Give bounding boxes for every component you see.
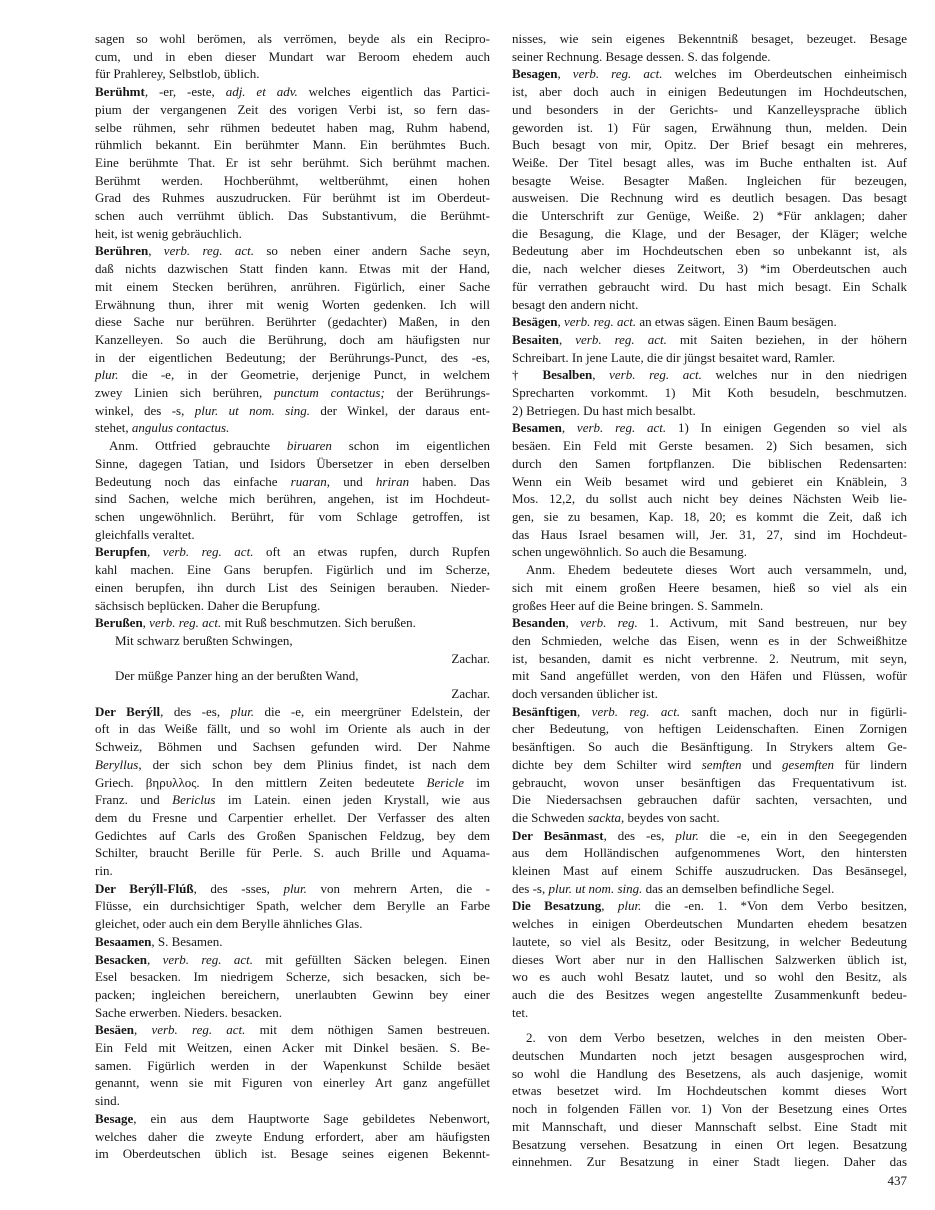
verse-1 [95, 632, 490, 650]
headword: Besänftigen [512, 703, 577, 719]
text-line: Sache erwerben. Nieders. besacken. [95, 1004, 282, 1020]
text-line: Gedichtes auf Carls des Großen Spanischen Feldzug, bey dem [95, 827, 490, 843]
italic-term: verb. reg. act. [151, 1022, 246, 1038]
text-line: gen, sie zu besamen, Kap. 18, 20; es kommt die Zeit, daß ich [512, 508, 907, 524]
text-line: besänftigen. So auch die Besänftigung. In Strykers altem Ge- [512, 739, 907, 755]
text-line: großes Heer auf die Beine bringen. S. Sammeln. [512, 597, 764, 613]
italic-term: biruaren [286, 438, 332, 454]
italic-term: verb. reg. act. [149, 615, 222, 631]
text-line: den Schmieden, welche das Eisen, wenn es in der Schweißhitze [512, 632, 907, 648]
headword: Besanden [512, 615, 566, 631]
text-line: noch in folgenden Fällen vor. 1) Von der Besetzung eines Ortes [512, 1101, 907, 1117]
italic-term: verb. reg. act. [572, 66, 663, 82]
text-line: die, nach welcher dieses Zeitwort, 3) *im Oberdeutschen auch [512, 261, 907, 277]
text-line: Besägen, verb. reg. act. an etwas sägen. Einen Baum besägen. [512, 314, 837, 330]
text-line: Berupfen, verb. reg. act. oft an etwas rupfen, durch Rupfen [95, 544, 491, 560]
text-line: Besanden, verb. reg. 1. Activum, mit Sand bestreuen, nur bey [512, 615, 908, 631]
text-line: cher Bedeutung, von heftigen Leidenschaften. Einen Zornigen [512, 721, 907, 737]
italic-term: plur. [283, 880, 307, 896]
text-line: für verrathen gebraucht wird. Du hast mich besagt. Ein Schalk [512, 278, 907, 294]
italic-term: Bericle [426, 774, 465, 790]
text-line: doch versanden üblicher ist. [512, 686, 658, 702]
italic-term: verb. reg. act. [564, 314, 637, 330]
italic-term: Bericlus [172, 792, 216, 808]
italic-term: adj. et adv. [225, 84, 298, 100]
text-line: ist, besanden, damit es nicht verbrenne. 2. Neutrum, mit seyn, [512, 650, 907, 666]
text-line: Esel besacken. Im niedrigem Scherze, sich besacken, sich be- [95, 969, 490, 985]
text-line: Besänftigen, verb. reg. act. sanft machen, doch nur in figürli- [512, 703, 908, 719]
text-line: schen auch verrühmt üblich. Das Substantivum, die Berühmt- [95, 208, 490, 224]
anm-beruehren [95, 437, 490, 543]
text-line: Buch besagt von mir, Opitz. Der Brief besagt ein mehreres, [512, 137, 907, 153]
headword: Besaamen [95, 933, 152, 949]
text-line: Die Besatzung, plur. die -en. 1. *Von dem Verbo besitzen, [512, 898, 908, 914]
text-line: ist, aber doch auch in einigen Bedeutungen im Hochdeutschen, [512, 84, 907, 100]
text-line: Die Niedersachsen gebrauchen dafür sachten, versachten, und [512, 792, 907, 808]
text-line: Der Berýll, des -es, plur. die -e, ein meergrüner Edelstein, der [95, 703, 490, 719]
headword: Der Besānmast [512, 827, 604, 843]
text-line: so wohl die Handlung des Besetzens, als auch dasjenige, womit [512, 1065, 907, 1081]
italic-term: Beryllus, [95, 756, 142, 772]
entry-beruehmt [95, 83, 490, 242]
entry-beruehren [95, 242, 490, 437]
anm-besamen [512, 561, 907, 614]
italic-term: ruaran, [290, 473, 331, 489]
text-line: sächsisch beplücken. Daher die Berupfung. [95, 597, 321, 613]
cont-beroemen [95, 30, 490, 83]
text-line: packen; ingleichen bereichern, unerlaubten Gewinn bey einer [95, 986, 490, 1002]
text-line: rin. [95, 863, 113, 879]
text-line: genannt, wenn sie mit Figuren von einerley Art ganz angefüllet [95, 1075, 490, 1091]
text-line: Eine berühmte That. Er ist sehr berühmt. Sich berühmt machen. [95, 154, 490, 170]
text-line: Berühren, verb. reg. act. so neben einer andern Sache seyn, [95, 243, 491, 259]
text-line: Schilter, braucht Berille für Perle. S. auch Brille und Aquama- [95, 845, 490, 861]
italic-term: verb. reg. act. [609, 367, 702, 383]
text-line: Der Besānmast, des -es, plur. die -e, ein in den Seegegenden [512, 827, 907, 843]
entry-beryll [95, 703, 490, 880]
attribution-2 [95, 685, 490, 703]
text-line: Kanzelleyen. So auch die Berührung, doch am häufigsten nur [95, 331, 490, 347]
text-line: gleichet, oder auch ein dem Berylle ähnliches Glas. [95, 916, 363, 932]
text-line: winkel, des -s, plur. ut nom. sing. der Winkel, der daraus ent- [95, 402, 490, 418]
headword: Berußen [95, 615, 143, 631]
text-line: Sprecharten vorkommt. 1) Mit Koth besudeln, beschmutzen. [512, 385, 907, 401]
entry-besaenftigen [512, 703, 907, 827]
text-line: Mit schwarz berußten Schwingen, [115, 632, 293, 648]
text-line: kahl machen. Eine Gans berupfen. Figürlich und im Scherze, [95, 562, 490, 578]
italic-term: plur. [95, 367, 119, 383]
text-line: sind Sachen, welche mich berühren, angehen, ist im Hochdeut- [95, 491, 490, 507]
page-number: 437 [887, 1173, 907, 1188]
entry-beryll-fluss [95, 880, 490, 933]
entry-besagen [512, 65, 907, 313]
text-line: Mos. 12,2, du sollst auch nicht bey deines Nächsten Weib lie- [512, 491, 907, 507]
text-line: † Besalben, verb. reg. act. welches nur in den niedrigen [512, 367, 908, 383]
italic-term: verb. reg. act. [162, 544, 254, 560]
text-line: dem du Fresne und Carpentier erhellet. Der Verfasser des alten [95, 809, 490, 825]
para-besatzung-2 [512, 1029, 907, 1171]
text-line: Besacken, verb. reg. act. mit gefüllten Säcken belegen. Einen [95, 951, 491, 967]
headword: Besaiten [512, 331, 559, 347]
text-line: Erwähnung thun, ihrer mit wenig Worten gedenken. Ich will [95, 296, 490, 312]
text-line: 2. von dem Verbo besetzen, welches in den meisten Ober- [526, 1030, 907, 1046]
headword: Besagen [512, 66, 558, 82]
text-line: Besatzung versehen. Besatzung in einen Ort legen. Besatzung [512, 1136, 907, 1152]
text-line: samen. Figürlich werden in der Wapenkunst Schilde besäet [95, 1057, 490, 1073]
text-line: Ein Feld mit Weitzen, einen Acker mit Dinkel besäen. S. Be- [95, 1040, 490, 1056]
entry-besaamen [95, 933, 490, 951]
text-line: des -s, plur. ut nom. sing. das an demselben befindliche Segel. [512, 880, 835, 896]
text-line: lautete, so viel als Besitz, oder Besitzung, in welcher Bedeutung [512, 933, 907, 949]
text-line: seiner Rechnung. Besage dessen. S. das folgende. [512, 48, 771, 64]
text-line: die Besagung, die Klage, und der Besager, der Kläger; welche [512, 225, 907, 241]
italic-term: verb. reg. act. [163, 243, 255, 259]
headword: Besage [95, 1110, 134, 1126]
text-line: besagt den andern nicht. [512, 296, 639, 312]
headword: Die Besatzung [512, 898, 602, 914]
text-line: durch den Samen fortpflanzen. Die biblischen Redensarten: [512, 455, 907, 471]
text-line: im Oberdeutschen üblich ist. Besage seines eigenen Bekennt- [95, 1146, 490, 1162]
text-line: Anm. Ottfried gebrauchte biruaren schon im eigentlichen [109, 438, 490, 454]
text-line: mit einem Stecken berühren, anrühren. Figürlich, einer Sache [95, 278, 490, 294]
italic-term: plur. [230, 703, 255, 719]
text-line: zwey Linien sich berühren, punctum contactus; der Berührungs- [95, 385, 491, 401]
text-line: Berußen, verb. reg. act. mit Ruß beschmutzen. Sich berußen. [95, 615, 416, 631]
italic-term: sackta, [587, 809, 625, 825]
text-line: sagen so wohl berömen, als verrömen, beyde als ein Recipro- [95, 31, 490, 46]
text-line: Weiße. Der Titel besagt alles, was im Buche enthalten ist. Auf [512, 154, 907, 170]
text-line: mit Mannschaft, und dieser Mannschaft selbst. Eine Stadt mit [512, 1118, 907, 1134]
entry-besage [95, 1110, 490, 1163]
text-line: Bedeutung noch das einfache ruaran, und hriran haben. Das [95, 473, 490, 489]
text-line: stehet, angulus contactus. [95, 420, 230, 436]
text-line: Wenn ein Weib besamet wird und gebieret ein Knäblein, 3 [512, 473, 907, 489]
text-line: nisses, wie sein eigenes Bekenntniß besaget, bezeuget. Besage [512, 31, 907, 46]
text-line: oft in das Weiße fällt, und so wohl im Oriente als auch in der [95, 721, 490, 737]
text-line: Zachar. [451, 650, 490, 666]
text-line: schen ungewöhnlich. Berührt, für vom Schlage getroffen, ist [95, 508, 490, 524]
text-line: sind. [95, 1093, 120, 1109]
text-line: kleinen Mast auf einem Schiffe auszudrucken. Das Besānsegel, [512, 863, 907, 879]
text-line: mit Sand angefüllet werden, von den Häfen und Flüssen, wofür [512, 668, 907, 684]
italic-term: verb. reg. act. [576, 420, 667, 436]
text-line: Berühmt werden. Hochberühmt, weltberühmt, einen hohen [95, 172, 490, 188]
text-line: Besäen, verb. reg. act. mit dem nöthigen Samen bestreuen. [95, 1022, 491, 1038]
entry-besalben [512, 366, 907, 419]
text-line: einen berupfen, ihn durch List des Seinigen berauben. Nieder- [95, 579, 490, 595]
headword: Besägen [512, 314, 558, 330]
italic-term: plur. [675, 827, 699, 843]
text-line: 2) Betriegen. Du hast mich besalbt. [512, 402, 696, 418]
text-line: Schweiz, Böhmen und Sachsen gefunden wird. Der Nahme [95, 739, 490, 755]
headword: Besamen [512, 420, 562, 436]
text-line: gebraucht, wovon unser besänftigen das Frequentativum ist. [512, 774, 907, 790]
italic-term: verb. reg. act. [591, 703, 681, 719]
text-line: diese Sache nur berühren. Berührter (gedachter) Maßen, in den [95, 314, 490, 330]
text-line: sich mit einem großen Heere besamen, hieß so viel als ein [512, 579, 907, 595]
entry-besacken [95, 951, 490, 1022]
text-line: dichte bey dem Schilter wird semften und gesemften für lindern [512, 756, 907, 772]
headword: Besalben [542, 367, 593, 383]
italic-term: verb. reg. act. [162, 951, 253, 967]
text-line: deutschen Mundarten noch jetzt besagen ausgesprochen wird, [512, 1048, 907, 1064]
text-line: ausweisen. Die Rechnung wird es deutlich besagen. Das besagt [512, 190, 907, 206]
text-line: auch die des Besitzes wegen angestellte Zusammenkunft bedeu- [512, 986, 907, 1002]
italic-term: semften [701, 756, 742, 772]
text-line: cum, und in eben dieser Mundart war Beroom ehedem auch [95, 48, 490, 64]
verse-2 [95, 667, 490, 685]
text-line: wo es auch wohl Besatz lautet, und so wohl den Besitz, als [512, 969, 907, 985]
text-line: Franz. und Bericlus im Latein. einen jeden Krystall, wie aus [95, 792, 490, 808]
text-line: und besonders in der Gerichts- und Kanzelleysprache üblich [512, 101, 907, 117]
text-line: heit, ist wenig gebräuchlich. [95, 225, 242, 241]
text-line: gleichfalls veraltet. [95, 526, 195, 542]
italic-term: plur. ut nom. sing. [194, 402, 311, 418]
italic-term: verb. reg. act. [575, 331, 667, 347]
text-line: Besage, ein aus dem Hauptworte Sage gebildetes Nebenwort, [95, 1110, 490, 1126]
text-line: Zachar. [451, 686, 490, 702]
entry-besaiten [512, 331, 907, 366]
entry-besanmast [512, 827, 907, 898]
text-line: für Prahlerey, Selbstlob, üblich. [95, 66, 260, 82]
text-line: die Schweden sackta, beydes von sacht. [512, 809, 720, 825]
text-line: Anm. Ehedem bedeutete dieses Wort auch versammeln, und, [526, 562, 907, 578]
text-line: etwas besetzet wird. Im Hochdeutschen kommt dieses Wort [512, 1083, 907, 1099]
entry-besanden [512, 614, 907, 703]
text-line: einnehmen. Zur Besatzung in einer Stadt liegen. Daher das [512, 1154, 907, 1170]
italic-term: angulus contactus. [131, 420, 230, 436]
text-line: plur. die -e, in der Geometrie, derjenige Punct, in welchem [95, 367, 490, 383]
headword: Berühmt [95, 84, 145, 100]
italic-term: verb. reg. [580, 615, 638, 631]
text-line: das Haus Israel besamen will, Jer. 31, 27, sind im Hochdeut- [512, 526, 907, 542]
text-line: selbe rühmen, sehr rühmen bedeutet haben mag, Ruhm habend, [95, 119, 490, 135]
italic-term: punctum contactus; [274, 385, 385, 401]
text-line: Bedeutung aber im Hochdeutschen eben so unbekannt ist, als [512, 243, 907, 259]
text-line: Besaamen, S. Besamen. [95, 933, 223, 949]
left-column [95, 30, 490, 1163]
text-line: besäen. Ein Feld mit Gerste besamen. 2) Sich besamen, sich [512, 438, 907, 454]
headword: Berühren [95, 243, 149, 259]
text-line: die Unterschrift zur Genüge, Weiße. 2) *Für anklagen; daher [512, 208, 907, 224]
text-line: dieses Wort aber nur in den Hallischen Salzwerken üblich ist, [512, 951, 907, 967]
text-line: rühmlich bekannt. Ein berühmter Mann. Ein berühmtes Buch. [95, 137, 490, 153]
entry-besatzung [512, 897, 907, 1021]
italic-term: hriran [375, 473, 410, 489]
text-line: Besamen, verb. reg. act. 1) In einigen Gegenden so viel als [512, 420, 907, 436]
headword: Berupfen [95, 544, 147, 560]
text-line: Besaiten, verb. reg. act. mit Saiten beziehen, in der höhern [512, 331, 907, 347]
text-line: Griech. βηρυλλος. In den mittlern Zeiten bedeutete Bericle im [95, 774, 490, 790]
entry-besamen [512, 419, 907, 561]
text-line: aus dem Holländischen aufgenommenes Wort, den hintersten [512, 845, 907, 861]
headword: Der Berýll-Flúß [95, 880, 194, 896]
headword: Besacken [95, 951, 147, 967]
entry-berupfen [95, 543, 490, 614]
text-line: schen ungewöhnlich. So auch die Besamung. [512, 544, 748, 560]
text-line: Flüsse, ein durchsichtiger Spath, welcher dem Berylle an Farbe [95, 898, 490, 914]
attribution-1 [95, 650, 490, 668]
entry-berussen [95, 614, 490, 632]
text-line: welches daher die zweyte Endung erfordert, aber am häufigsten [95, 1128, 490, 1144]
italic-term: gesemften [782, 756, 834, 772]
italic-term: plur. ut nom. sing. [548, 880, 643, 896]
entry-besaegen [512, 313, 907, 331]
cont-besage [512, 30, 907, 65]
text-line: Sinne, dagegen Tatian, und Isidors Übersetzer in eben derselben [95, 455, 490, 471]
text-line: Besagen, verb. reg. act. welches im Oberdeutschen einheimisch [512, 66, 908, 82]
text-line: pium der vergangenen Zeit des vorigen Verbi ist, so fern das- [95, 101, 490, 117]
right-column [512, 30, 907, 1171]
entry-besaeen [95, 1021, 490, 1110]
text-line: daß nichts dazwischen Statt finden kann. Etwas mit der Hand, [95, 261, 490, 277]
headword: Besäen [95, 1022, 134, 1038]
text-line: welches in einigen Oberdeutschen Mundarten ehedem besatzen [512, 916, 907, 932]
text-line: Berühmt, -er, -este, adj. et adv. welches eigentlich das Partici- [95, 84, 490, 100]
text-line: in der eigentlichen Bedeutung; der Berührungs-Punct, des -es, [95, 349, 490, 365]
text-line: Der Berýll-Flúß, des -sses, plur. von mehrern Arten, die - [95, 880, 491, 896]
headword: Der Berýll [95, 703, 161, 719]
text-line: geworden ist. 1) Für sagen, Erwähnung thun, melden. Dein [512, 119, 907, 135]
text-line: Der müßge Panzer hing an der berußten Wand, [115, 668, 359, 684]
text-line: besagte Weise. Besagter Maßen. Ingleichen für bezeugen, [512, 172, 907, 188]
text-line: Schreibart. In jene Laute, die dir jüngst besaitet ward, Ramler. [512, 349, 836, 365]
text-line: Grad des Ruhmes auszudrucken. Für berühmt ist im Oberdeut- [95, 190, 490, 206]
text-line: Beryllus, der sich schon bey dem Plinius findet, ist nach dem [95, 756, 490, 772]
text-line: tet. [512, 1004, 529, 1020]
italic-term: plur. [617, 898, 642, 914]
